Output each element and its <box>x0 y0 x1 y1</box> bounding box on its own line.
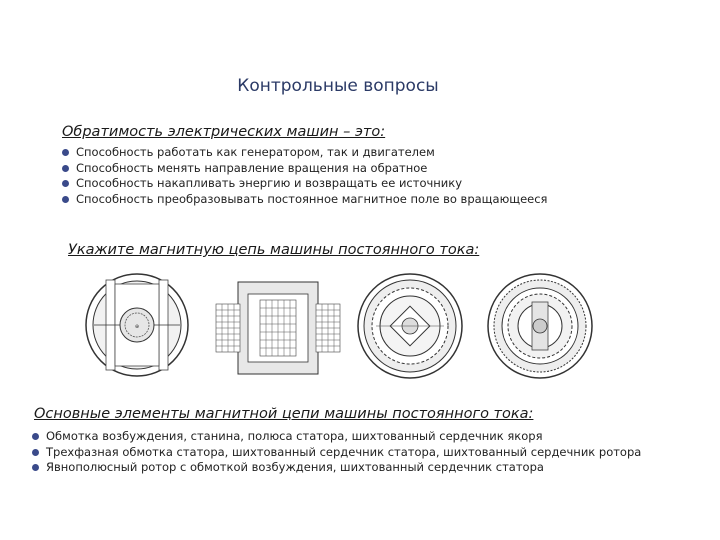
circle-cross-section-icon[interactable] <box>84 272 190 378</box>
slotted-circle-icon-1[interactable] <box>356 272 464 380</box>
question-3-options <box>32 429 641 476</box>
question-1-options <box>62 145 547 207</box>
slotted-circle-icon-2[interactable] <box>486 272 594 380</box>
question-3: Основные элементы магнитной цепи машины постоянного тока: <box>34 406 534 422</box>
option-3-2[interactable]: Трехфазная обмотка статора, шихтованный сердечник статора, шихтованный сердечник ротора <box>32 445 641 461</box>
option-3-3[interactable]: Явнополюсный ротор с обмоткой возбуждения, шихтованный сердечник статора <box>32 460 641 476</box>
slide-title: Контрольные вопросы <box>237 76 439 96</box>
rectangular-laminated-core-icon[interactable] <box>214 280 342 376</box>
option-1-3[interactable]: Способность накапливать энергию и возвращать ее источнику <box>62 176 547 192</box>
option-3-1[interactable]: Обмотка возбуждения, станина, полюса статора, шихтованный сердечник якоря <box>32 429 641 445</box>
option-1-1[interactable]: Способность работать как генератором, так и двигателем <box>62 145 547 161</box>
svg-text:⊕: ⊕ <box>134 324 140 330</box>
option-1-4[interactable]: Способность преобразовывать постоянное магнитное поле во вращающееся <box>62 192 547 208</box>
option-1-2[interactable]: Способность менять направление вращения на обратное <box>62 161 547 177</box>
question-2: Укажите магнитную цепь машины постоянного тока: <box>68 242 480 258</box>
question-1: Обратимость электрических машин – это: <box>62 124 386 140</box>
